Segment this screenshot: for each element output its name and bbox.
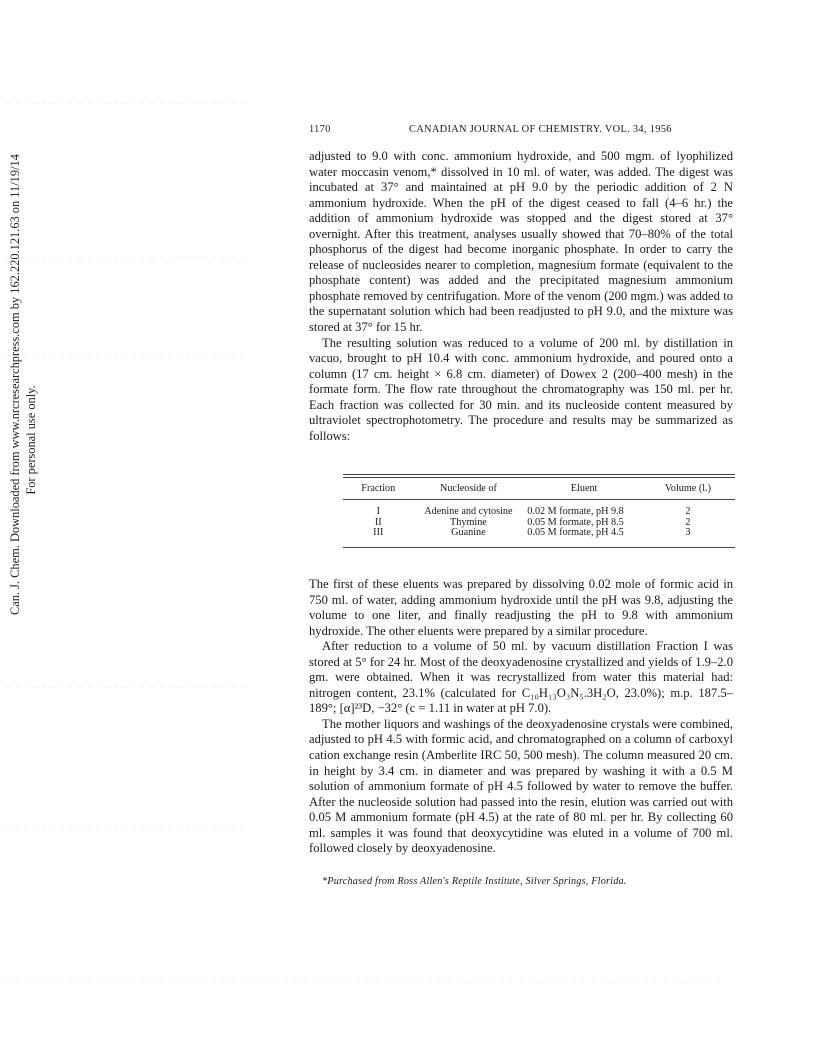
bleed-through-artifact: · · · · · · · · · · · · · · · · · · · · · · · · · · · bbox=[6, 96, 245, 110]
paragraph: The mother liquors and washings of the deoxyadenosine crystals were combined, adjusted to pH 4.5 with formic acid, and chromatographed on a column of carboxyl cation exchange resin (Amberlite IRC 50, 500 mesh). The column measured 20 cm. in height by 3.4 cm. in diameter and was prepared by washing it with a 0.5 M solution of ammonium formate of pH 4.5 followed by water to remove the buffer. After the nucleoside solution had passed into the resin, elution was carried out with 0.05 M ammonium formate (pH 4.5) at the rate of 80 ml. per hr. By collecting 60 ml. samples it was found that deoxycytidine was eluted in a volume of 700 ml. followed closely by deoxyadenosine. bbox=[309, 716, 733, 856]
download-notice-line1: Can. J. Chem. Downloaded from www.nrcresearchpress.com by 162.220.121.63 on 11/19/14 bbox=[8, 154, 22, 615]
cell-nucleoside: Guanine bbox=[451, 527, 486, 538]
bleed-through-artifact: · · · · · · · · · · · · · · · · · · · · · · · · · · · bbox=[6, 820, 245, 834]
cell-nucleoside: Adenine and cytosine bbox=[424, 506, 513, 517]
cell-volume: 2 bbox=[685, 506, 691, 517]
cell-eluent: 0.05 M formate, pH 8.5 bbox=[527, 516, 624, 528]
bleed-through-artifact: · · · · · · · · · · · · · · · · · · · · · · · · · · · bbox=[6, 348, 245, 362]
cell-eluent: 0.02 M formate, pH 9.8 bbox=[527, 506, 624, 517]
paragraph: The first of these eluents was prepared by dissolving 0.02 mole of formic acid in 750 ml. of water, adding ammonium hydroxide until the pH was 9.8, adjusting the volume to one liter, and finally readjusting the pH to 9.8 with ammonium hydroxide. The other eluents were prepared by a similar procedure. bbox=[309, 577, 733, 638]
bleed-through-artifact: · · · · · · · · · · · · · · · · · · · · · · · · · · · bbox=[6, 250, 245, 264]
column-header-eluent: Eluent bbox=[570, 483, 598, 494]
paragraph: The resulting solution was reduced to a volume of 200 ml. by distillation in vacuo, brought to pH 10.4 with conc. ammonium hydroxide, and poured onto a column (17 cm. height × 6.8 cm. diameter) of Dowex 2 (200–400 mesh) in the formate form. The flow rate throughout the chromatography was 150 ml. per hr. Each fraction was collected for 30 min. and its nucleoside content measured by ultraviolet spectrophotometry. The procedure and results may be summarized as follows: bbox=[309, 335, 733, 443]
cell-fraction: II bbox=[374, 516, 382, 528]
column-header-volume: Volume (l.) bbox=[664, 483, 712, 494]
bleed-through-artifact: · · · · · · · · · · · · · · · · · · · · · · · · · · · bbox=[6, 680, 245, 694]
cell-fraction: III bbox=[373, 527, 384, 538]
download-notice bbox=[7, 154, 39, 615]
paragraph: After reduction to a volume of 50 ml. by vacuum distillation Fraction I was stored at 5° for 24 hr. Most of the deoxyadenosine crystallized and yields of 1.9–2.0 gm. were obtained. When it was recrystallized from water this material had: nitrogen content, 23.1% (calculated for C₁₀H₁₃O₃N₅.3H₂O, 23.0%); m.p. 187.5–189°; [α]²³D, −32° (c = 1.11 in water at pH 7.0). bbox=[309, 639, 733, 716]
cell-eluent: 0.05 M formate, pH 4.5 bbox=[527, 527, 624, 538]
table-row bbox=[343, 528, 735, 547]
page-header bbox=[309, 124, 733, 138]
table bbox=[343, 478, 735, 547]
fractions-table bbox=[343, 474, 735, 548]
cell-fraction: I bbox=[376, 506, 380, 517]
body-text-upper bbox=[309, 149, 733, 444]
paragraph: adjusted to 9.0 with conc. ammonium hydroxide, and 500 mgm. of lyophilized water moccasin venom,* dissolved in 10 ml. of water, was added. The digest was incubated at 37° and maintained at pH 9.0 by the periodic addition of 2 N ammonium hydroxide. When the pH of the digest ceased to fall (4–6 hr.) the addition of ammonium hydroxide was stopped and the digest stored at 37° overnight. After this treatment, analyses usually showed that 70–80% of the total phosphorus of the digest had become inorganic phosphate. In order to carry the release of nucleosides nearer to completion, magnesium formate (equivalent to the phosphate content) was added and the precipitated magnesium ammonium phosphate removed by centrifugation. More of the venom (200 mgm.) was added to the supernatant solution which had been readjusted to pH 9.0, and the mixture was stored at 37° for 15 hr. bbox=[309, 149, 733, 335]
page-number: 1170 bbox=[309, 124, 331, 135]
footnote: *Purchased from Ross Allen's Reptile Institute, Silver Springs, Florida. bbox=[322, 876, 627, 887]
body-text-lower bbox=[309, 577, 733, 857]
column-header-fraction: Fraction bbox=[361, 483, 396, 494]
journal-running-title: CANADIAN JOURNAL OF CHEMISTRY. VOL. 34, 1956 bbox=[409, 124, 672, 135]
download-notice-line2: For personal use only. bbox=[24, 385, 38, 495]
cell-nucleoside: Thymine bbox=[450, 516, 487, 528]
cell-volume: 3 bbox=[685, 527, 691, 538]
cell-volume: 2 bbox=[685, 516, 691, 528]
column-header-nucleoside: Nucleoside of bbox=[439, 483, 497, 494]
table-bottom-rule bbox=[343, 547, 735, 548]
table-row bbox=[343, 500, 735, 518]
bleed-through-artifact: · · · · · · · · · · · · · · · · · · · · · · · · · · · · · · · · · · · · · · · · · · · · · · · · · · · · · · · · · · · · · · · · · · · · · · · · · · · · · · · · bbox=[6, 975, 722, 989]
table-header-row bbox=[343, 478, 735, 499]
